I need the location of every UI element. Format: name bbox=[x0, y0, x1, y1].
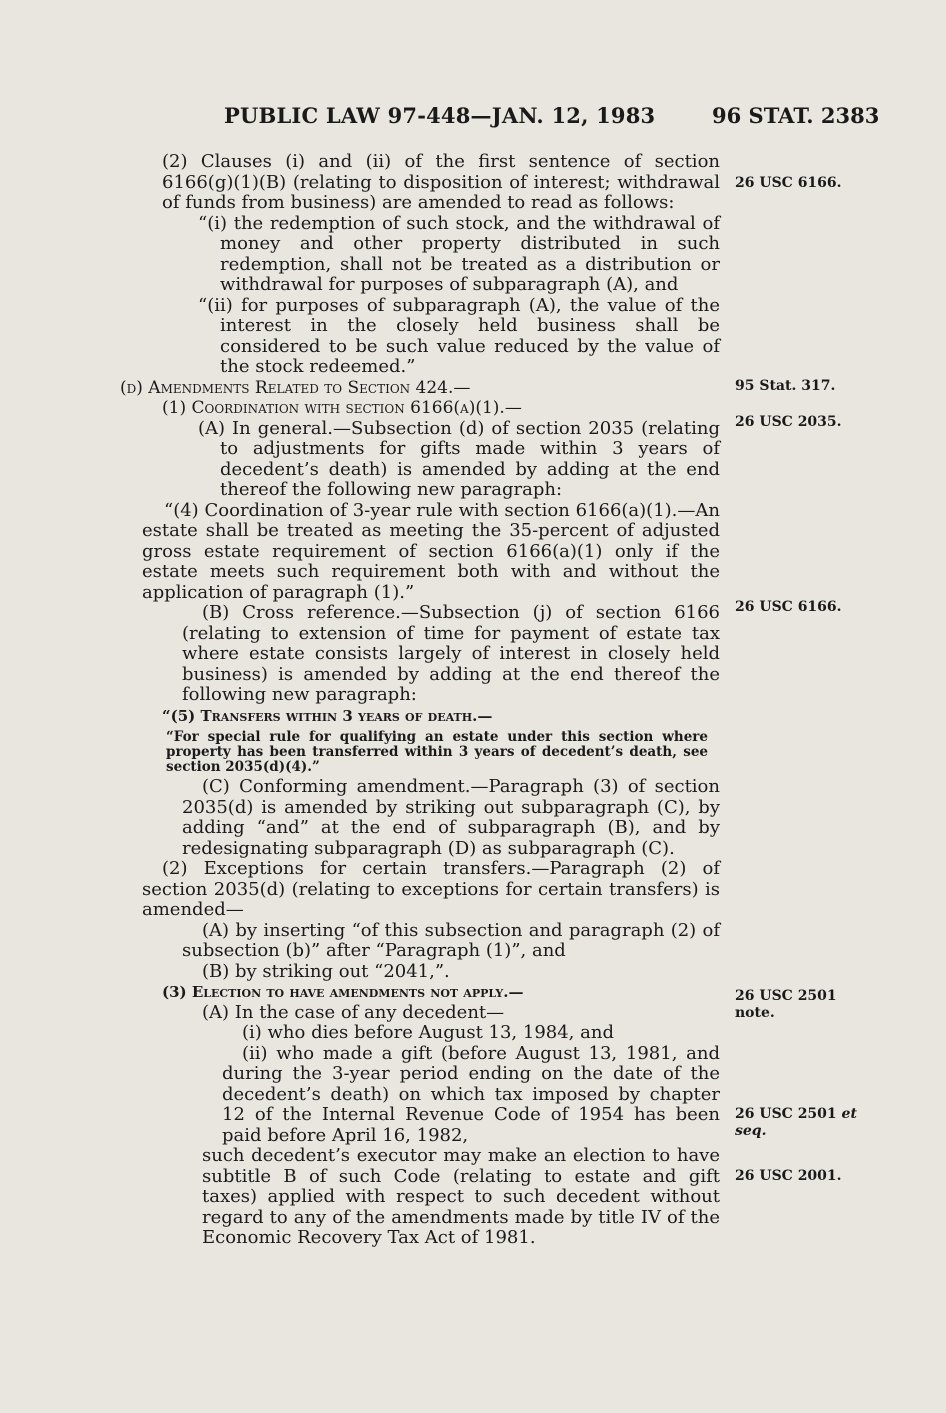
item-a-inserting: (A) by inserting “of this subsection and paragraph (2) of subsection (b)” after “Paragraph (1)”, and bbox=[182, 919, 720, 961]
margin-note-26-usc-6166-b: 26 USC 6166. bbox=[735, 599, 842, 615]
clause-i-dies: (i) who dies before August 13, 1984, and bbox=[242, 1022, 614, 1043]
margin-note-26-usc-2035: 26 USC 2035. bbox=[735, 414, 842, 430]
page-header bbox=[0, 103, 946, 133]
margin-note-95-stat-317: 95 Stat. 317. bbox=[735, 378, 836, 394]
margin-note-26-usc-2501-et-seq: 26 USC 2501 et seq. bbox=[735, 1106, 857, 1139]
item-b-striking: (B) by striking out “2041,”. bbox=[202, 960, 450, 982]
cross-reference-note: “For special rule for qualifying an estate under this section where property has been transferred within 3 years of decedent’s death, see section 2035(d)(4).” bbox=[166, 729, 708, 775]
subparagraph-c: (C) Conforming amendment.—Paragraph (3) of section 2035(d) is amended by striking out subparagraph (C), by adding “and” at the end of subparagraph (B), and by redesignating subparagraph (D) as subparagraph (C). bbox=[182, 776, 720, 859]
document-body bbox=[120, 152, 720, 1249]
paragraph-3-heading: (3) Election to have amendments not apply.— bbox=[162, 983, 524, 1001]
paragraph-2-clauses: (2) Clauses (i) and (ii) of the first sentence of section 6166(g)(1)(B) (relating to disposition of interest; withdrawal of funds from business) are amended to read as follows: bbox=[162, 151, 720, 213]
clause-ii: “(ii) for purposes of subparagraph (A), the value of the interest in the closely held business shall be considered to be such value reduced by the value of the stock redeemed.” bbox=[198, 294, 720, 377]
clause-i: “(i) the redemption of such stock, and the withdrawal of money and other property distributed in such redemption, shall not be treated as a distribution or withdrawal for purposes of subparagraph (A), and bbox=[198, 212, 720, 295]
clause-ii-gift: (ii) who made a gift (before August 13, 1981, and during the 3-year period ending on the date of the decedent’s death) on which tax imposed by chapter 12 of the Internal Revenue Code of 1954 has been paid before April 16, 1982, bbox=[222, 1042, 720, 1146]
paragraph-1-heading: (1) Coordination with section 6166(a)(1).— bbox=[162, 398, 522, 418]
subparagraph-b: (B) Cross reference.—Subsection (j) of section 6166 (relating to extension of time for payment of estate tax where estate consists largely of interest in closely held business) is amended by adding at the end thereof the following new paragraph: bbox=[182, 602, 720, 705]
subsection-d-heading: (d) Amendments Related to Section 424.— bbox=[120, 377, 471, 398]
new-paragraph-5-heading: “(5) Transfers within 3 years of death.— bbox=[162, 706, 493, 725]
new-paragraph-4: “(4) Coordination of 3-year rule with section 6166(a)(1).—An estate shall be treated as meeting the 35-percent of adjusted gross estate requirement of section 6166(a)(1) only if the estate meets such requirement both with and without the application of paragraph (1).” bbox=[142, 499, 720, 603]
margin-note-26-usc-2001: 26 USC 2001. bbox=[735, 1168, 842, 1184]
executor-election: such decedent’s executor may make an election to have subtitle B of such Code (relating to estate and gift taxes) applied with respect to such decedent without regard to any of the amendments made by title IV of the Economic Recovery Tax Act of 1981. bbox=[202, 1145, 720, 1248]
margin-note-26-usc-2501-note: 26 USC 2501 note. bbox=[735, 988, 837, 1021]
stat-header: 96 STAT. 2383 bbox=[712, 103, 880, 128]
margin-note-26-usc-6166: 26 USC 6166. bbox=[735, 175, 842, 191]
paragraph-2-exceptions: (2) Exceptions for certain transfers.—Paragraph (2) of section 2035(d) (relating to exceptions for certain transfers) is amended— bbox=[142, 858, 720, 920]
subparagraph-a-decedent: (A) In the case of any decedent— bbox=[202, 1001, 505, 1023]
law-header: PUBLIC LAW 97-448—JAN. 12, 1983 bbox=[224, 103, 656, 128]
subparagraph-a: (A) In general.—Subsection (d) of section 2035 (relating to adjustments for gifts made within 3 years of decedent’s death) is amended by adding at the end thereof the following new paragraph: bbox=[198, 417, 720, 500]
